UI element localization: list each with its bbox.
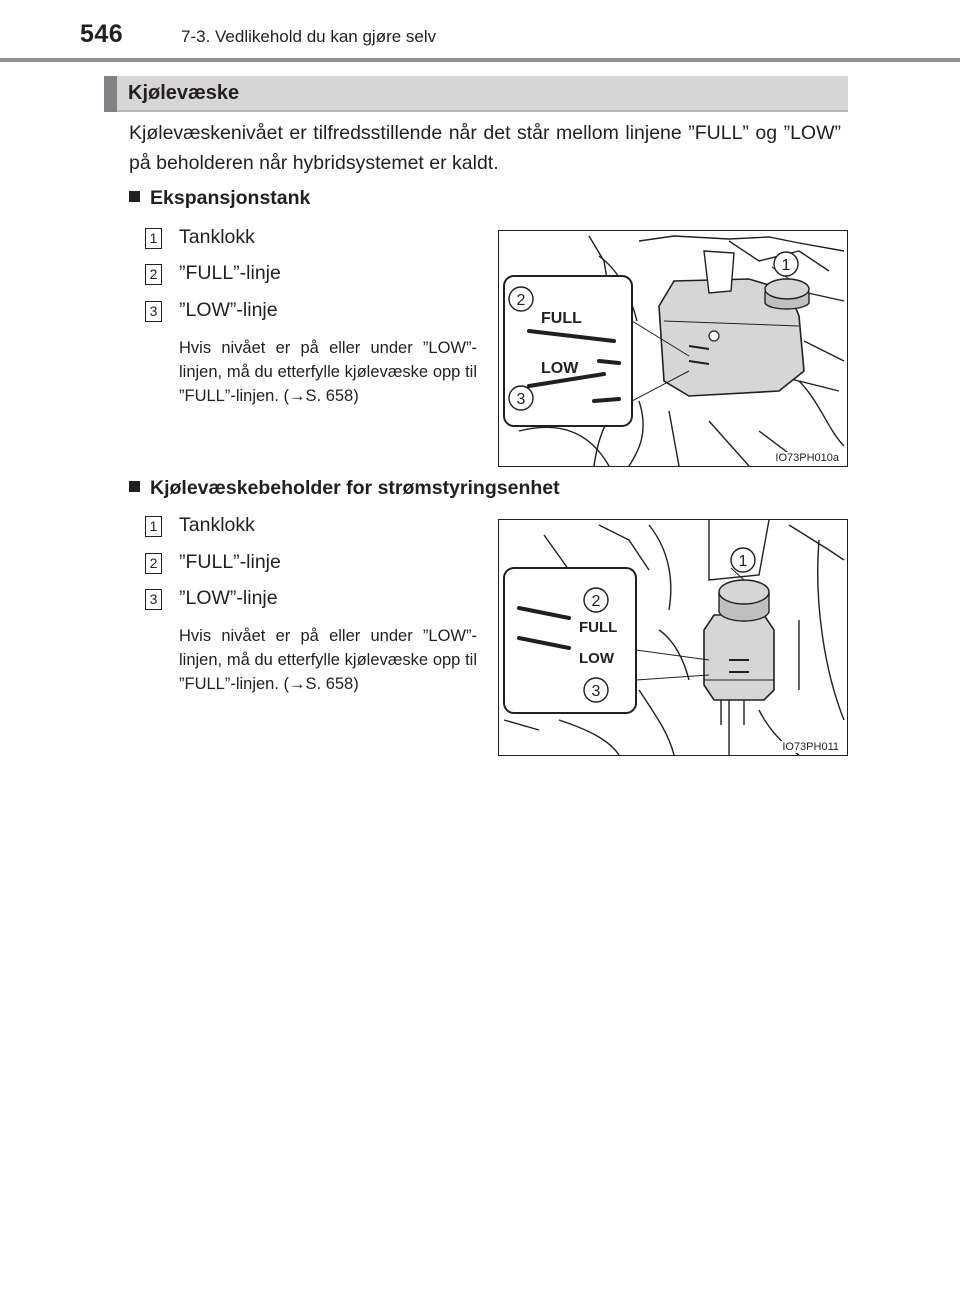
subheading-text: Ekspansjonstank xyxy=(150,187,311,209)
engine-bay-drawing xyxy=(499,231,847,466)
square-bullet-icon xyxy=(129,481,140,492)
subheading-pcu-reservoir xyxy=(129,477,560,500)
engine-bay-drawing xyxy=(499,520,847,755)
callout-2 xyxy=(509,287,533,311)
number-badge: 2 xyxy=(145,264,162,285)
figure-code: IO73PH011 xyxy=(782,741,839,753)
page-number: 546 xyxy=(80,20,124,48)
intro-paragraph: Kjølevæskenivået er tilfredsstillende når det står mellom linjene ”FULL” og ”LOW” på beholderen når hybridsystemet er kaldt. xyxy=(129,122,841,174)
item-label: Tanklokk xyxy=(179,226,255,248)
section-marker xyxy=(104,76,117,112)
section-title: Kjølevæske xyxy=(128,82,240,104)
callout-number: 1 xyxy=(781,257,791,274)
number-badge: 2 xyxy=(145,553,162,574)
subheading-text: Kjølevæskebeholder for strømstyringsenhet xyxy=(150,477,560,499)
square-bullet-icon xyxy=(129,191,140,202)
refill-note: Hvis nivået er på eller under ”LOW”-linjen, må du etterfylle kjølevæske opp til ”FULL”-linjen. (→S. 658) xyxy=(179,339,477,405)
full-mark: FULL xyxy=(579,619,618,636)
number-badge: 1 xyxy=(145,516,162,537)
full-mark: FULL xyxy=(541,310,582,327)
item-label: ”FULL”-linje xyxy=(179,262,281,284)
item-label: ”LOW”-linje xyxy=(179,299,278,321)
callout-3 xyxy=(509,386,533,410)
number-badge: 1 xyxy=(145,228,162,249)
item-label: Tanklokk xyxy=(179,514,255,536)
header-rule xyxy=(0,58,960,62)
subheading-expansion-tank xyxy=(129,187,310,210)
number-badge: 3 xyxy=(145,301,162,322)
chapter-title: 7-3. Vedlikehold du kan gjøre selv xyxy=(181,27,437,46)
callout-number: 2 xyxy=(516,292,526,309)
refill-note: Hvis nivået er på eller under ”LOW”-linjen, må du etterfylle kjølevæske opp til ”FULL”-linjen. (→S. 658) xyxy=(179,627,477,693)
callout-number: 3 xyxy=(516,391,526,408)
low-mark: LOW xyxy=(541,360,579,377)
callout-3 xyxy=(584,678,608,702)
callout-number: 1 xyxy=(738,553,748,570)
item-label: ”LOW”-linje xyxy=(179,587,278,609)
figure-code: IO73PH010a xyxy=(775,452,839,464)
callout-2 xyxy=(584,588,608,612)
callout-number: 2 xyxy=(591,593,601,610)
callout-1 xyxy=(772,252,798,279)
number-badge: 3 xyxy=(145,589,162,610)
item-label: ”FULL”-linje xyxy=(179,551,281,573)
callout-number: 3 xyxy=(591,683,601,700)
expansion-tank-illustration xyxy=(498,230,848,467)
low-mark: LOW xyxy=(579,650,614,667)
section-title-bar xyxy=(104,76,848,112)
pcu-reservoir-illustration xyxy=(498,519,848,756)
